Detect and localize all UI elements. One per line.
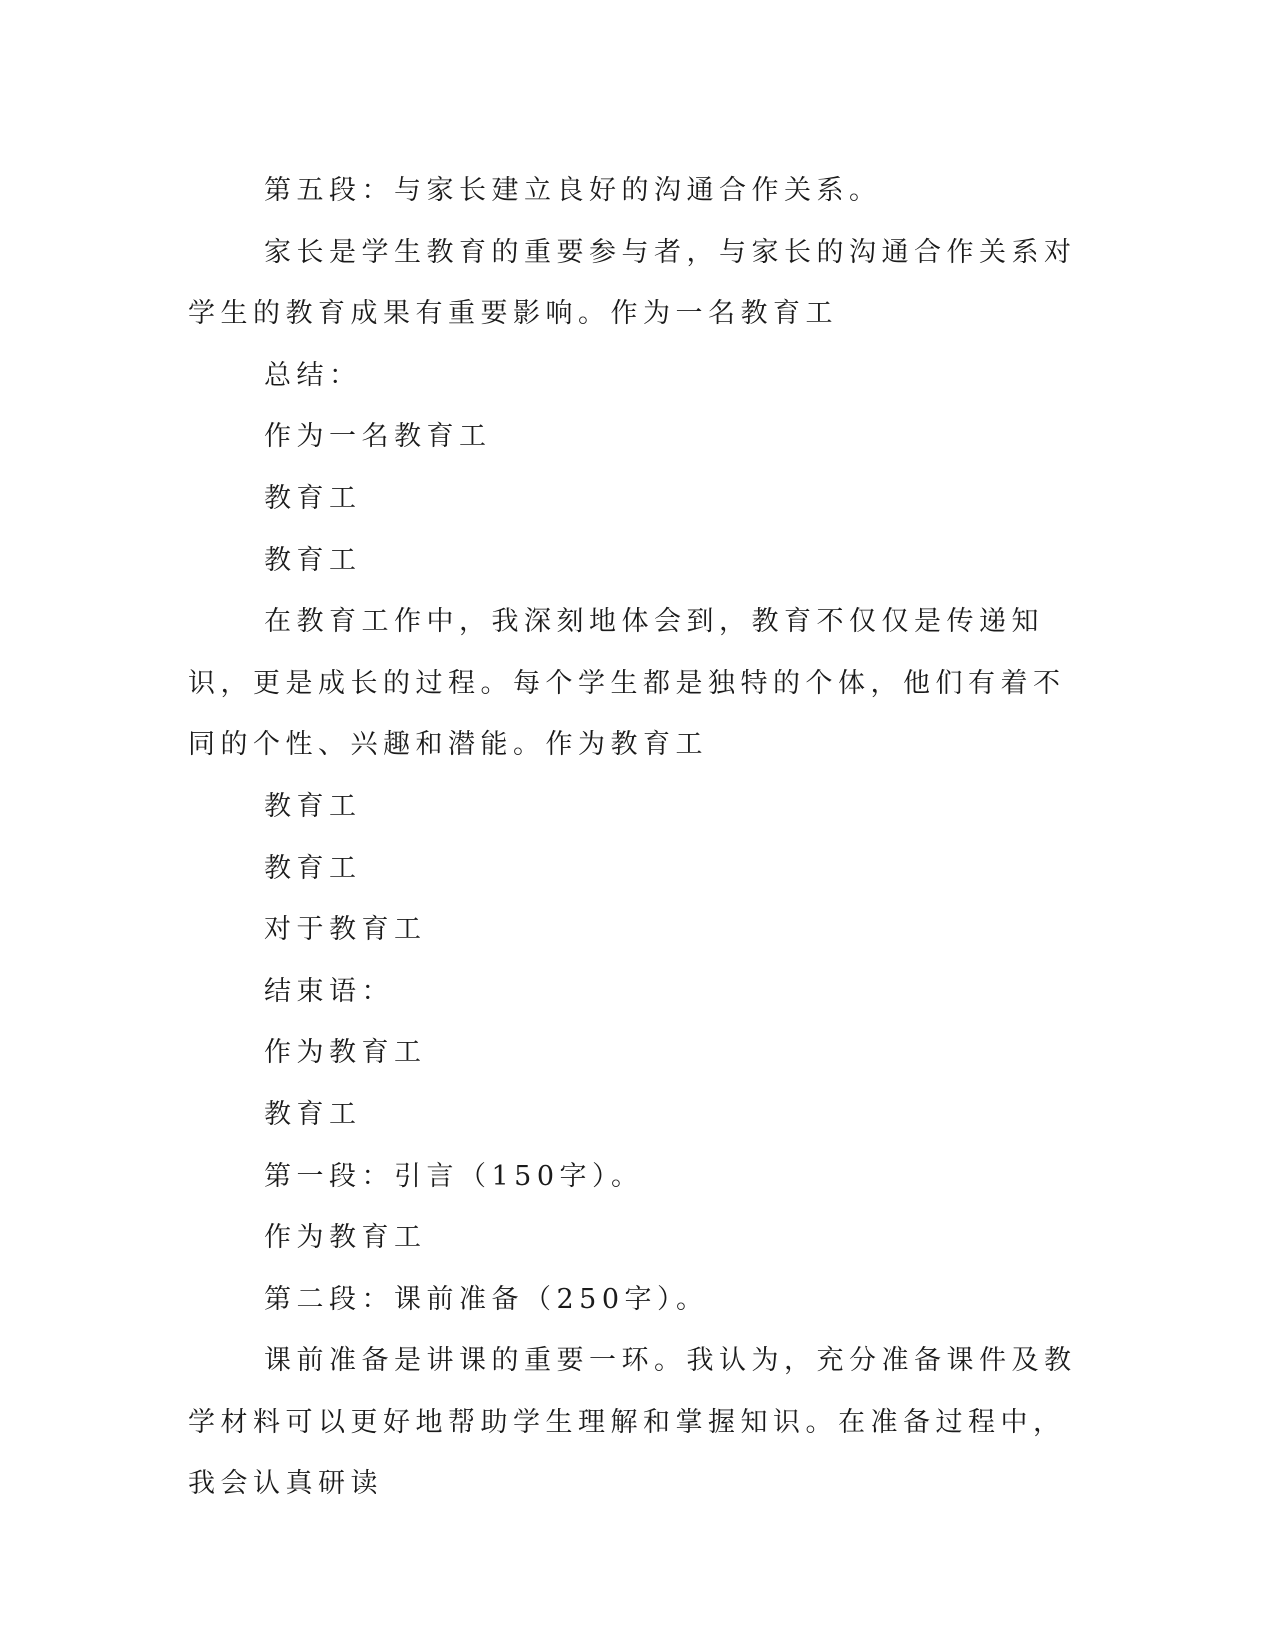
paragraph-parent-communication: 家长是学生教育的重要参与者，与家长的沟通合作关系对学生的教育成果有重要影响。作为一名教育工 bbox=[188, 236, 1077, 330]
paragraph-educator-5: 教育工 bbox=[264, 1098, 362, 1130]
paragraph-education-work: 在教育工作中，我深刻地体会到，教育不仅仅是传递知识，更是成长的过程。每个学生都是独特的个体，他们有着不同的个性、兴趣和潜能。作为教育工 bbox=[188, 606, 1066, 761]
document-body bbox=[188, 160, 1088, 1515]
paragraph-as-educator-3: 作为教育工 bbox=[264, 1222, 427, 1254]
paragraph-conclusion-heading: 结束语： bbox=[264, 975, 394, 1007]
paragraph-section2-heading: 第二段：课前准备（250字）。 bbox=[264, 1283, 709, 1315]
paragraph-lesson-preparation: 课前准备是讲课的重要一环。我认为，充分准备课件及教学材料可以更好地帮助学生理解和掌握知识。在准备过程中，我会认真研读 bbox=[188, 1345, 1077, 1500]
paragraph-summary-heading: 总结： bbox=[264, 359, 362, 391]
paragraph-section5-heading: 第五段：与家长建立良好的沟通合作关系。 bbox=[264, 175, 882, 206]
paragraph-section1-heading: 第一段：引言（150字）。 bbox=[264, 1160, 644, 1192]
paragraph-educator-1: 教育工 bbox=[264, 482, 362, 514]
paragraph-as-educator-1: 作为一名教育工 bbox=[264, 421, 492, 453]
paragraph-for-educator: 对于教育工 bbox=[264, 914, 427, 946]
paragraph-educator-2: 教育工 bbox=[264, 544, 362, 576]
paragraph-as-educator-2: 作为教育工 bbox=[264, 1037, 427, 1069]
paragraph-educator-3: 教育工 bbox=[264, 790, 362, 822]
paragraph-educator-4: 教育工 bbox=[264, 852, 362, 884]
